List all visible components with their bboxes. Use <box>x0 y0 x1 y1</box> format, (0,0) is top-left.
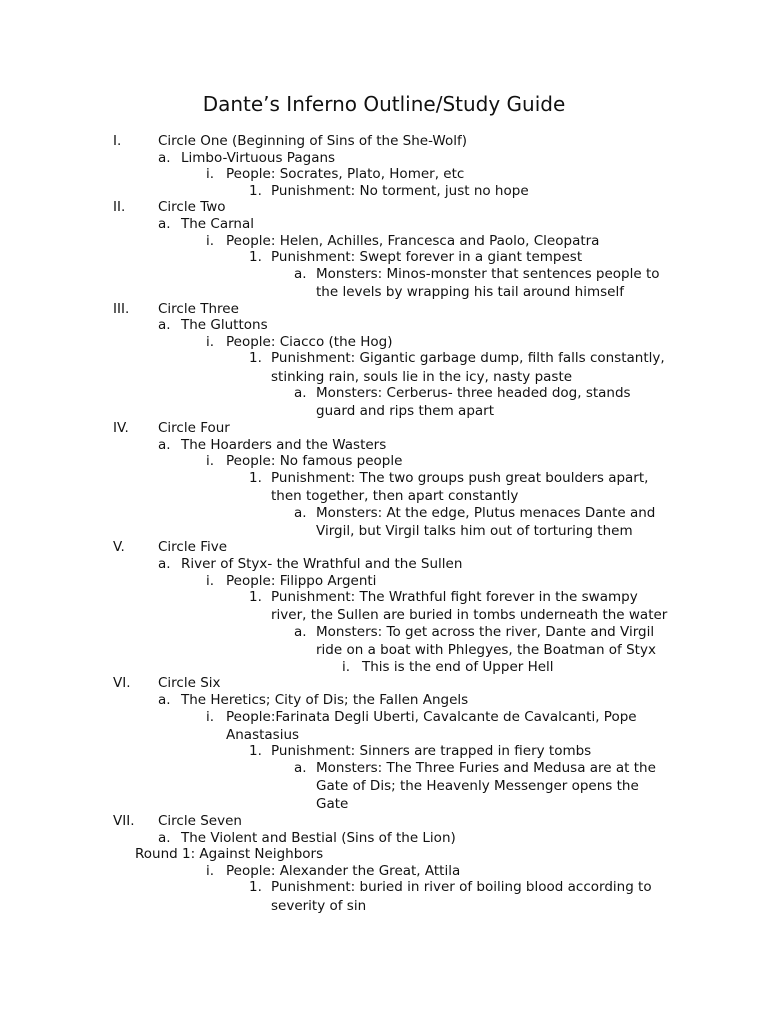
outline-text-continuation: Virgil, but Virgil talks him out of torturing them <box>316 522 633 539</box>
outline-text-continuation: river, the Sullen are buried in tombs underneath the water <box>271 607 668 624</box>
outline-marker: i. <box>206 862 215 879</box>
outline-text: Circle Two <box>158 199 226 216</box>
outline-marker: a. <box>158 436 171 453</box>
outline-text: People:Farinata Degli Uberti, Cavalcante de Cavalcanti, Pope <box>226 708 637 725</box>
outline-marker: a. <box>294 624 307 640</box>
outline-marker: 1. <box>249 879 262 896</box>
outline-marker: i. <box>206 333 215 350</box>
outline-text: Punishment: The two groups push great boulders apart, <box>271 469 649 486</box>
outline-text: Punishment: The Wrathful fight forever in the swampy <box>271 589 638 606</box>
outline-text: Monsters: Minos-monster that sentences people to <box>316 265 660 282</box>
outline-marker: a. <box>158 149 171 166</box>
outline-text-continuation: Gate of Dis; the Heavenly Messenger opens the <box>316 778 639 795</box>
outline-text: People: Helen, Achilles, Francesca and Paolo, Cleopatra <box>226 232 600 249</box>
outline-text-continuation: the levels by wrapping his tail around himself <box>316 284 624 300</box>
outline-text: Circle Three <box>158 300 239 317</box>
document-title: Dante’s Inferno Outline/Study Guide <box>202 92 566 116</box>
outline-marker: i. <box>342 658 351 675</box>
outline-marker: V. <box>113 539 125 556</box>
outline-text: Punishment: buried in river of boiling blood according to <box>271 879 652 896</box>
outline-marker: IV. <box>113 420 129 436</box>
outline-marker: i. <box>206 232 215 249</box>
outline-marker: a. <box>158 556 171 572</box>
outline-marker: a. <box>294 265 307 282</box>
outline-marker: 1. <box>249 589 262 606</box>
outline-marker: a. <box>294 504 307 521</box>
outline-marker: a. <box>158 216 171 232</box>
outline-marker: i. <box>206 572 215 589</box>
outline-marker: VII. <box>113 813 135 829</box>
outline-marker: 1. <box>249 469 262 486</box>
outline-text-continuation: then together, then apart constantly <box>271 488 519 504</box>
outline-marker: 1. <box>249 182 262 199</box>
outline-text: Round 1: Against Neighbors <box>135 846 324 863</box>
outline-marker: 1. <box>249 743 262 760</box>
outline-text: Monsters: The Three Furies and Medusa are at the <box>316 760 656 776</box>
outline-text: The Gluttons <box>181 317 268 334</box>
outline-marker: III. <box>113 300 130 317</box>
outline-marker: VI. <box>113 675 131 692</box>
outline-text: People: Ciacco (the Hog) <box>226 333 393 350</box>
outline-text: People: Filippo Argenti <box>226 572 377 589</box>
outline-marker: i. <box>206 708 215 725</box>
outline-text: Monsters: At the edge, Plutus menaces Dante and <box>316 504 656 521</box>
outline-text-continuation: stinking rain, souls lie in the icy, nasty paste <box>271 368 573 385</box>
outline-marker: i. <box>206 166 215 183</box>
outline-text: Punishment: No torment, just no hope <box>271 182 529 199</box>
outline-text: Circle Four <box>158 420 230 436</box>
outline-marker: I. <box>113 133 122 149</box>
outline-text: People: Socrates, Plato, Homer, etc <box>226 166 465 183</box>
outline-text: Circle Five <box>158 539 228 556</box>
outline-text: The Carnal <box>181 216 254 232</box>
outline-text: The Hoarders and the Wasters <box>181 436 387 453</box>
outline-text: Monsters: To get across the river, Dante and Virgil <box>316 624 655 640</box>
outline-text-continuation: Anastasius <box>226 726 300 743</box>
outline-text: Circle Six <box>158 675 221 692</box>
outline-marker: a. <box>294 760 307 776</box>
outline-marker: a. <box>158 317 171 334</box>
outline-text: Punishment: Gigantic garbage dump, filth falls constantly, <box>271 350 665 367</box>
outline-marker: 1. <box>249 350 262 367</box>
outline-text: The Violent and Bestial (Sins of the Lion) <box>181 829 456 846</box>
outline-text: Circle One (Beginning of Sins of the She-Wolf) <box>158 133 468 149</box>
outline-text: This is the end of Upper Hell <box>362 658 554 675</box>
outline-text: Limbo-Virtuous Pagans <box>181 149 336 166</box>
outline-text: Monsters: Cerberus- three headed dog, stands <box>316 385 631 402</box>
outline-text-continuation: guard and rips them apart <box>316 403 495 420</box>
outline-marker: a. <box>158 829 171 846</box>
outline-text-continuation: Gate <box>316 796 349 813</box>
outline-text: Punishment: Swept forever in a giant tempest <box>271 249 583 266</box>
outline-marker: a. <box>158 692 171 708</box>
outline-text: People: Alexander the Great, Attila <box>226 862 461 879</box>
outline-text: Punishment: Sinners are trapped in fiery tombs <box>271 743 592 760</box>
outline-marker: a. <box>294 385 307 402</box>
outline-text: River of Styx- the Wrathful and the Sullen <box>181 556 463 572</box>
outline-text: People: No famous people <box>226 453 403 470</box>
outline-text: Circle Seven <box>158 813 242 829</box>
outline-text: The Heretics; City of Dis; the Fallen Angels <box>181 692 469 708</box>
outline-text-continuation: severity of sin <box>271 897 367 914</box>
outline-marker: i. <box>206 453 215 470</box>
outline-marker: 1. <box>249 249 262 266</box>
outline-text-continuation: ride on a boat with Phlegyes, the Boatman of Styx <box>316 642 656 659</box>
outline-marker: II. <box>113 199 126 216</box>
